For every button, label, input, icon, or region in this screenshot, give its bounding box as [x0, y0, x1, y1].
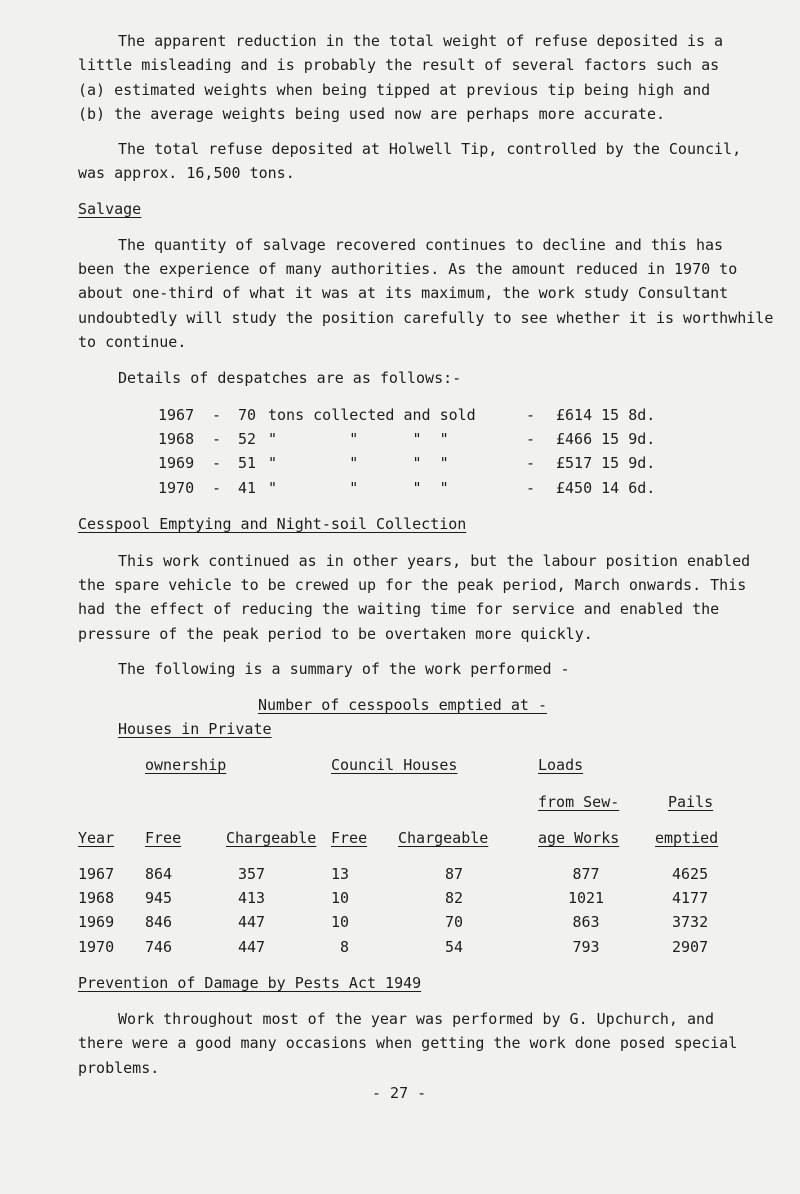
despatch-dash: -	[526, 406, 536, 424]
holwell-line: was approx. 16,500 tons.	[78, 164, 295, 182]
despatch-dash: -	[212, 406, 222, 424]
cell-council-chargeable: 82	[445, 889, 464, 907]
despatch-year: 1969	[158, 454, 195, 472]
despatch-year: 1967	[158, 406, 195, 424]
cell-council-chargeable: 87	[445, 865, 464, 883]
despatch-dash: -	[212, 430, 222, 448]
details-intro: Details of despatches are as follows:-	[118, 369, 462, 387]
cell-council-free: 13	[330, 865, 349, 883]
despatch-tons: 41	[238, 479, 257, 497]
cell-free: 846	[145, 913, 173, 931]
intro-line: (a) estimated weights when being tipped at previous tip being high and	[78, 81, 711, 99]
pests-line: problems.	[78, 1059, 160, 1077]
cell-free: 746	[145, 938, 173, 956]
cell-council-free: 8	[339, 938, 349, 956]
despatch-dash: -	[212, 479, 222, 497]
header-age-works: age Works	[538, 829, 620, 847]
salvage-line: been the experience of many authorities. As the amount reduced in 1970 to	[78, 260, 738, 278]
cell-chargeable: 447	[238, 913, 266, 931]
intro-line: little misleading and is probably the result of several factors such as	[78, 56, 720, 74]
salvage-line: The quantity of salvage recovered continues to decline and this has	[118, 236, 724, 254]
cell-year: 1969	[78, 913, 115, 931]
cell-year: 1968	[78, 889, 115, 907]
despatch-tons: 52	[238, 430, 257, 448]
despatch-dash: -	[526, 479, 536, 497]
cell-pails: 4177	[672, 889, 709, 907]
salvage-line: undoubtedly will study the position carefully to see whether it is worthwhile	[78, 309, 774, 327]
cell-council-chargeable: 70	[445, 913, 464, 931]
cell-chargeable: 357	[238, 865, 266, 883]
cesspool-line: the spare vehicle to be crewed up for the peak period, March onwards. This	[78, 576, 747, 594]
table-title: Number of cesspools emptied at -	[258, 696, 547, 714]
cell-free: 945	[145, 889, 173, 907]
cell-council-chargeable: 54	[445, 938, 464, 956]
cesspool-line: pressure of the peak period to be overtaken more quickly.	[78, 625, 593, 643]
despatch-tons: 70	[238, 406, 257, 424]
salvage-line: about one-third of what it was at its maximum, the work study Consultant	[78, 284, 729, 302]
cesspool-line: had the effect of reducing the waiting time for service and enabled the	[78, 600, 720, 618]
despatch-amount: £450 14 6d.	[556, 479, 656, 497]
cesspool-heading: Cesspool Emptying and Night-soil Collection	[78, 515, 467, 533]
pests-line: Work throughout most of the year was performed by G. Upchurch, and	[118, 1010, 715, 1028]
header-free: Free	[145, 829, 182, 847]
cell-chargeable: 447	[238, 938, 266, 956]
header-houses-private: Houses in Private	[118, 720, 272, 738]
header-council-free: Free	[331, 829, 368, 847]
header-ownership: ownership	[145, 756, 227, 774]
cell-council-free: 10	[330, 889, 349, 907]
header-from-sew: from Sew-	[538, 793, 620, 811]
despatch-tons: 51	[238, 454, 257, 472]
cell-year: 1970	[78, 938, 115, 956]
cell-free: 864	[145, 865, 173, 883]
pests-heading: Prevention of Damage by Pests Act 1949	[78, 974, 422, 992]
despatch-dash: -	[526, 454, 536, 472]
cesspool-line: This work continued as in other years, but the labour position enabled	[118, 552, 751, 570]
despatch-text: tons collected and sold	[268, 406, 476, 424]
despatch-text: " " " "	[268, 430, 449, 448]
header-council-chargeable: Chargeable	[398, 829, 489, 847]
despatch-amount: £466 15 9d.	[556, 430, 656, 448]
despatch-text: " " " "	[268, 454, 449, 472]
cell-council-free: 10	[330, 913, 349, 931]
holwell-line: The total refuse deposited at Holwell Tip, controlled by the Council,	[118, 140, 742, 158]
cell-loads: 793	[572, 938, 600, 956]
cell-pails: 4625	[672, 865, 709, 883]
page-number: - 27 -	[372, 1084, 427, 1102]
despatch-text: " " " "	[268, 479, 449, 497]
cell-pails: 3732	[672, 913, 709, 931]
header-chargeable: Chargeable	[226, 829, 317, 847]
summary-intro: The following is a summary of the work performed -	[118, 660, 570, 678]
cell-pails: 2907	[672, 938, 709, 956]
header-loads: Loads	[538, 756, 584, 774]
salvage-heading: Salvage	[78, 200, 142, 218]
cell-loads: 1021	[567, 889, 605, 907]
header-emptied: emptied	[655, 829, 719, 847]
despatch-year: 1968	[158, 430, 195, 448]
despatch-dash: -	[526, 430, 536, 448]
salvage-line: to continue.	[78, 333, 187, 351]
header-year: Year	[78, 829, 115, 847]
cell-chargeable: 413	[238, 889, 266, 907]
cell-loads: 863	[572, 913, 600, 931]
header-council-houses: Council Houses	[331, 756, 458, 774]
header-pails: Pails	[668, 793, 714, 811]
despatch-dash: -	[212, 454, 222, 472]
despatch-amount: £517 15 9d.	[556, 454, 656, 472]
cell-loads: 877	[572, 865, 600, 883]
despatch-amount: £614 15 8d.	[556, 406, 656, 424]
intro-line: The apparent reduction in the total weight of refuse deposited is a	[118, 32, 724, 50]
despatch-year: 1970	[158, 479, 195, 497]
intro-line: (b) the average weights being used now are perhaps more accurate.	[78, 105, 665, 123]
cell-year: 1967	[78, 865, 115, 883]
pests-line: there were a good many occasions when getting the work done posed special	[78, 1034, 738, 1052]
